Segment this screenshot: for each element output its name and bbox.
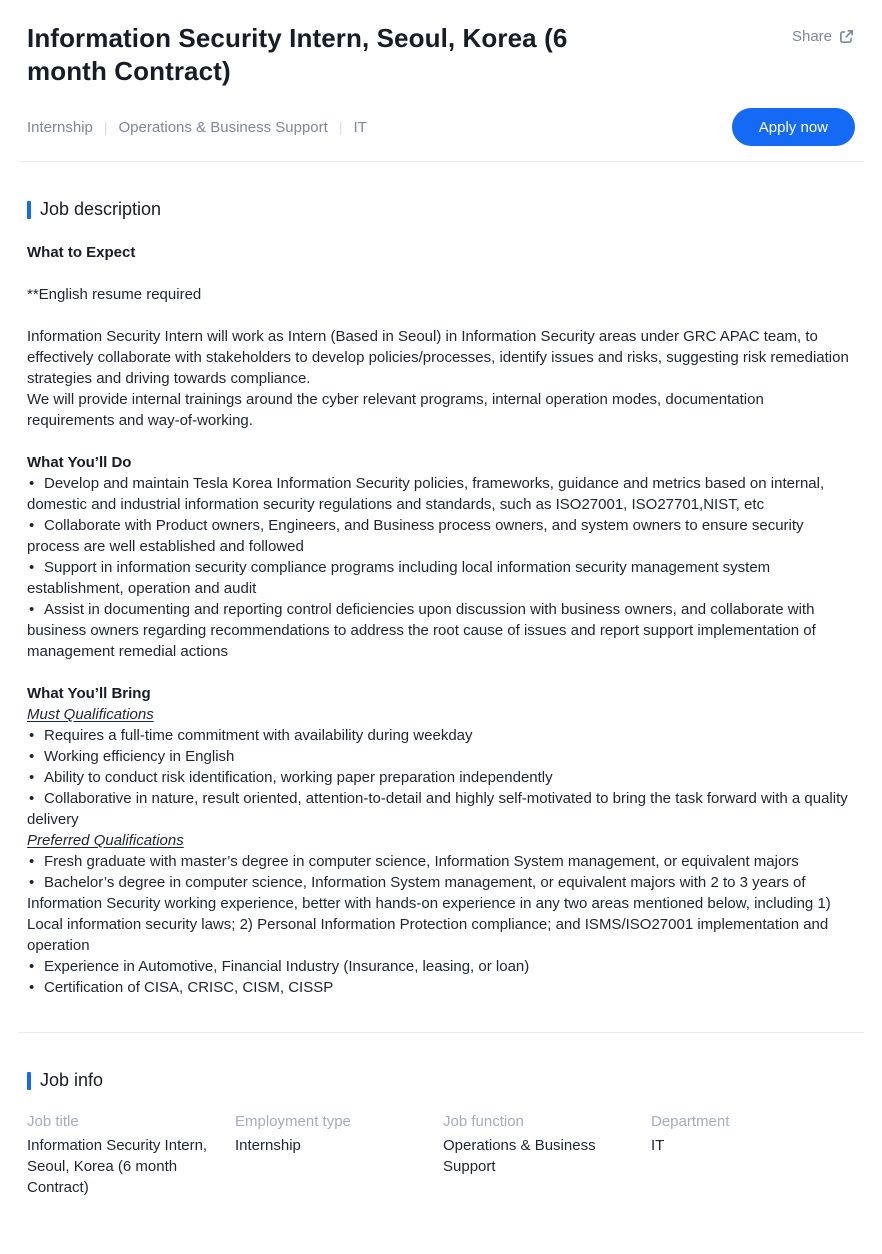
- job-tag: Internship: [27, 118, 93, 136]
- description-subheading: Preferred Qualifications: [27, 832, 184, 849]
- job-tag: IT: [353, 118, 367, 136]
- job-info-field: [235, 1113, 443, 1198]
- job-info-field: [443, 1113, 651, 1198]
- job-tag: Operations & Business Support: [118, 118, 328, 136]
- job-info-label: Employment type: [235, 1113, 351, 1130]
- description-bullet: • Collaborative in nature, result oriented, attention-to-detail and highly self-motivated to bring the task forward with a quality delivery: [27, 788, 855, 830]
- section-title-label: Job info: [40, 1070, 104, 1090]
- job-info-value: Operations & Business Support: [443, 1137, 596, 1175]
- job-info-value: IT: [651, 1137, 665, 1154]
- section-title-job-info: [27, 1070, 855, 1091]
- description-paragraph: Information Security Intern will work as Intern (Based in Seoul) in Information Security areas under GRC APAC team, to effectively collaborate with stakeholders to develop policies/processes, identify issues and risks, suggesting risk remediation strategies and driving towards compliance.: [27, 328, 849, 387]
- description-bullet: • Collaborate with Product owners, Engineers, and Business process owners, and system owners to ensure security process are well established and followed: [27, 515, 855, 557]
- job-info-field: [651, 1113, 859, 1198]
- job-info-label: Job function: [443, 1113, 524, 1130]
- page-title: Information Security Intern, Seoul, Korea (6 month Contract): [27, 23, 568, 86]
- header-divider: [18, 161, 864, 162]
- job-description-body: [27, 242, 855, 998]
- job-info-label: Department: [651, 1113, 730, 1130]
- section-title-label: Job description: [40, 199, 162, 219]
- section-accent-bar: [27, 1072, 31, 1090]
- apply-now-button[interactable]: Apply now: [732, 108, 855, 146]
- section-title-job-description: [27, 199, 855, 220]
- description-bullet: • Assist in documenting and reporting control deficiencies upon discussion with business owners, and collaborate with business owners regarding recommendations to address the root cause of issues and report support implementation of management remedial actions: [27, 599, 855, 662]
- tag-separator: |: [103, 119, 108, 135]
- description-bullet: • Fresh graduate with master’s degree in computer science, Information System management, or equivalent majors: [27, 851, 855, 872]
- tag-separator: |: [338, 119, 343, 135]
- description-bullet: • Develop and maintain Tesla Korea Information Security policies, frameworks, guidance and metrics based on internal, domestic and industrial information security regulations and standards, such as ISO27001, ISO27701,NIST, etc: [27, 473, 855, 515]
- description-heading: What You’ll Do: [27, 454, 132, 471]
- description-heading: What to Expect: [27, 244, 136, 261]
- description-subheading: Must Qualifications: [27, 706, 154, 723]
- share-icon: [838, 28, 855, 45]
- job-description-section: [27, 199, 855, 998]
- share-label: Share: [791, 28, 832, 45]
- header: [27, 0, 855, 146]
- job-info-value: Information Security Intern, Seoul, Korea (6 month Contract): [27, 1137, 208, 1196]
- job-info-grid: [27, 1113, 855, 1198]
- job-tags: [27, 119, 367, 136]
- description-bullet: • Certification of CISA, CRISC, CISM, CISSP: [27, 977, 855, 998]
- job-info-value: Internship: [235, 1137, 301, 1154]
- description-bullet: • Requires a full-time commitment with availability during weekday: [27, 725, 855, 746]
- section-accent-bar: [27, 201, 31, 219]
- description-bullet: • Ability to conduct risk identification, working paper preparation independently: [27, 767, 855, 788]
- job-info-section: [27, 1070, 855, 1198]
- description-bullet: • Support in information security compliance programs including local information security management system establishment, operation and audit: [27, 557, 855, 599]
- description-bullet: • Bachelor’s degree in computer science, Information System management, or equivalent majors with 2 to 3 years of Information Security working experience, better with hands-on experience in any two areas mentioned below, including 1) Local information security laws; 2) Personal Information Protection compliance; and ISMS/ISO27001 implementation and operation: [27, 872, 855, 956]
- description-paragraph: **English resume required: [27, 286, 202, 303]
- description-paragraph: We will provide internal trainings around the cyber relevant programs, internal operation modes, documentation requirements and way-of-working.: [27, 391, 764, 429]
- description-bullet: • Experience in Automotive, Financial Industry (Insurance, leasing, or loan): [27, 956, 855, 977]
- section-divider: [18, 1032, 864, 1033]
- description-bullet: • Working efficiency in English: [27, 746, 855, 767]
- job-info-label: Job title: [27, 1113, 79, 1130]
- description-heading: What You’ll Bring: [27, 685, 151, 702]
- share-button[interactable]: [792, 28, 855, 45]
- job-info-field: [27, 1113, 235, 1198]
- footer-spacer: [0, 1198, 882, 1254]
